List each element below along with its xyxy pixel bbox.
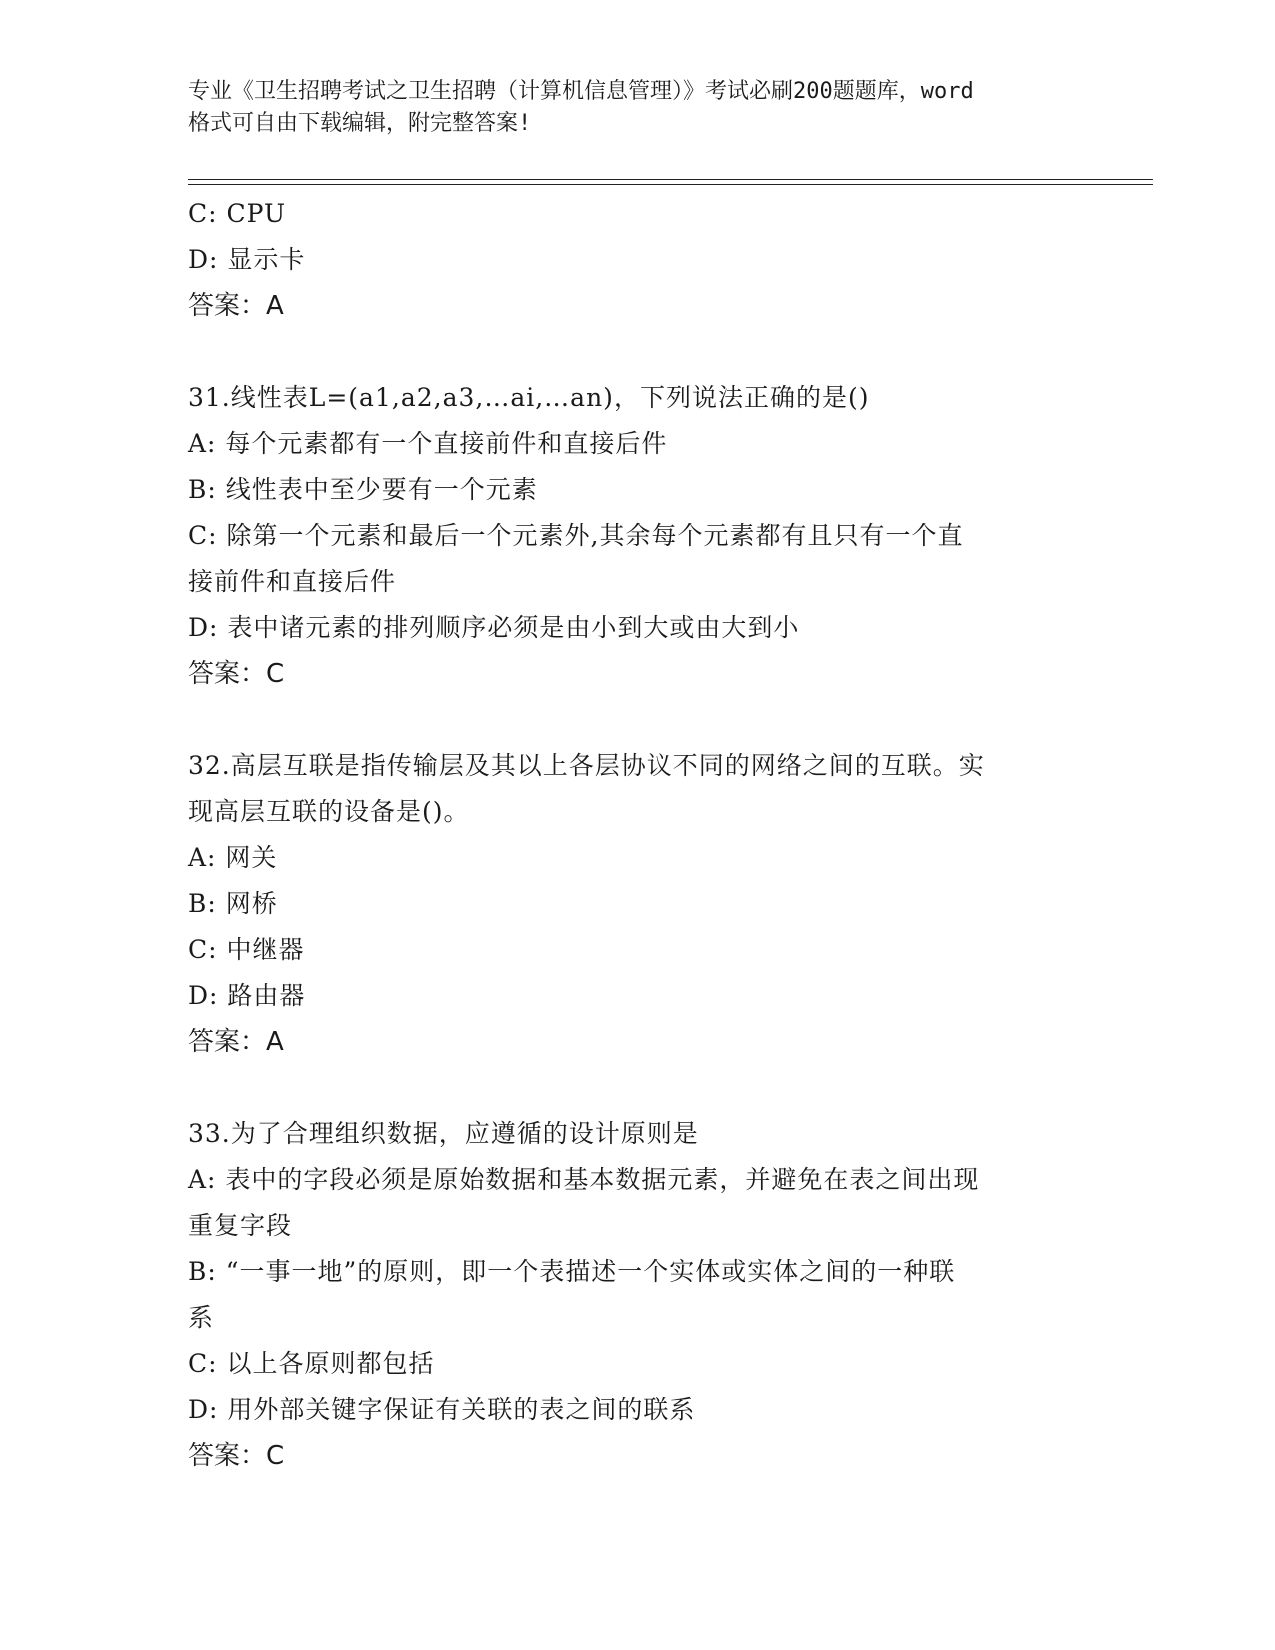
- option-a: A: 网关: [188, 843, 278, 872]
- question-content: [188, 191, 1088, 1479]
- option-c: C: 中继器: [188, 935, 305, 964]
- option-d: D: 表中诸元素的排列顺序必须是由小到大或由大到小: [188, 613, 800, 642]
- option-d: D: 路由器: [188, 981, 306, 1010]
- option-c-line-1: C: 除第一个元素和最后一个元素外,其余每个元素都有且只有一个直: [188, 521, 964, 550]
- spacer: [188, 697, 1088, 743]
- option-c-line-2: 接前件和直接后件: [188, 567, 397, 596]
- previous-question-tail: [188, 191, 1088, 329]
- question-stem: 31.线性表L=(a1,a2,a3,…ai,…an)，下列说法正确的是(): [188, 383, 870, 412]
- spacer: [188, 329, 1088, 375]
- header-line-1: 专业《卫生招聘考试之卫生招聘（计算机信息管理）》考试必刷200题题库，word: [188, 79, 974, 104]
- answer: 答案：C: [188, 659, 285, 689]
- option-b-line-1: B: “一事一地”的原则，即一个表描述一个实体或实体之间的一种联: [188, 1257, 956, 1286]
- option-d: D: 用外部关键字保证有关联的表之间的联系: [188, 1395, 696, 1424]
- header-divider-top: [188, 179, 1153, 180]
- question-stem: 33.为了合理组织数据，应遵循的设计原则是: [188, 1119, 699, 1148]
- header-line-2: 格式可自由下载编辑，附完整答案!: [188, 111, 532, 136]
- answer: 答案：A: [188, 1027, 284, 1057]
- spacer: [188, 1065, 1088, 1111]
- option-b: B: 网桥: [188, 889, 278, 918]
- document-header: [188, 76, 1088, 140]
- option-c: C: CPU: [188, 199, 287, 228]
- question-31: [188, 375, 1088, 697]
- answer: 答案：A: [188, 291, 284, 321]
- question-stem-line-2: 现高层互联的设备是()。: [188, 797, 470, 826]
- question-32: [188, 743, 1088, 1065]
- answer: 答案：C: [188, 1441, 285, 1471]
- question-33: [188, 1111, 1088, 1479]
- question-stem-line-1: 32.高层互联是指传输层及其以上各层协议不同的网络之间的互联。实: [188, 751, 985, 780]
- option-a-line-2: 重复字段: [188, 1211, 293, 1240]
- option-b-line-2: 系: [188, 1303, 215, 1332]
- header-divider-bottom: [188, 184, 1153, 185]
- option-d: D: 显示卡: [188, 245, 306, 274]
- option-b: B: 线性表中至少要有一个元素: [188, 475, 538, 504]
- option-a-line-1: A: 表中的字段必须是原始数据和基本数据元素，并避免在表之间出现: [188, 1165, 980, 1194]
- option-a: A: 每个元素都有一个直接前件和直接后件: [188, 429, 668, 458]
- option-c: C: 以上各原则都包括: [188, 1349, 435, 1378]
